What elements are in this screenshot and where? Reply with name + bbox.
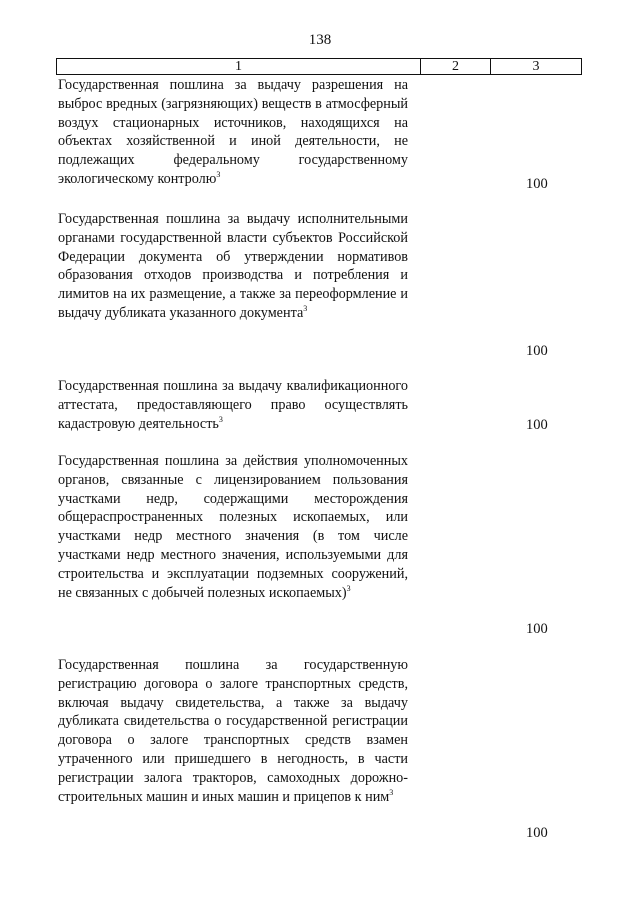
fee-entry [58, 76, 408, 189]
footnote-mark: 3 [303, 303, 308, 313]
fee-entry [58, 210, 408, 323]
fee-amount: 100 [526, 621, 548, 637]
fee-description: Государственная пошлина за государственную регистрацию договора о залоге транспортных средств, включая выдачу свидетельства, а также за выдачу дубликата свидетельства о государственной регистрации договора о залоге транспортных средств взамен утраченного или пришедшего в негодность, в части регистрации залога тракторов, самоходных дорожно-строительных машин и иных машин и прицепов к ним$^3$ [58, 657, 408, 805]
footnote-mark: 3 [389, 787, 394, 797]
fee-amount: 100 [526, 176, 548, 192]
column-header-row [56, 58, 582, 75]
fee-entry [58, 452, 408, 602]
footnote-mark: 3 [216, 169, 221, 179]
footnote-mark: 3 [218, 414, 223, 424]
footnote-mark: 3 [346, 583, 351, 593]
fee-amount: 100 [526, 417, 548, 433]
column-header-2: 2 [421, 59, 491, 74]
fee-description: Государственная пошлина за выдачу разрешения на выброс вредных (загрязняющих) веществ в атмосферный воздух стационарных источников, находящихся на объектах хозяйственной и иной деятельности, не подлежащих федеральному государственному экологическому контролю$^3$ [58, 77, 408, 187]
fee-entry [58, 377, 408, 433]
fee-description: Государственная пошлина за выдачу исполнительными органами государственной власти субъектов Российской Федерации документа об утверждении нормативов образования отходов производства и потребления и лимитов на их размещение, а также за переоформление и выдачу дубликата указанного документа$^3$ [58, 211, 408, 321]
fee-entry [58, 656, 408, 806]
fee-amount: 100 [526, 825, 548, 841]
column-header-1: 1 [57, 59, 421, 74]
page-number: 138 [308, 32, 332, 48]
fee-description: Государственная пошлина за выдачу квалификационного аттестата, предоставляющего право осуществлять кадастровую деятельность$^3$ [58, 378, 408, 432]
column-header-3: 3 [532, 59, 540, 74]
fee-description: Государственная пошлина за действия уполномоченных органов, связанные с лицензированием пользования участками недр, содержащими месторождения общераспространенных полезных ископаемых, или участками недр местного значения (в том числе участками недр местного значения, используемыми для строительства и эксплуатации подземных сооружений, не связанных с добычей полезных ископаемых)$^3$ [58, 453, 408, 601]
fee-amount: 100 [526, 343, 548, 359]
